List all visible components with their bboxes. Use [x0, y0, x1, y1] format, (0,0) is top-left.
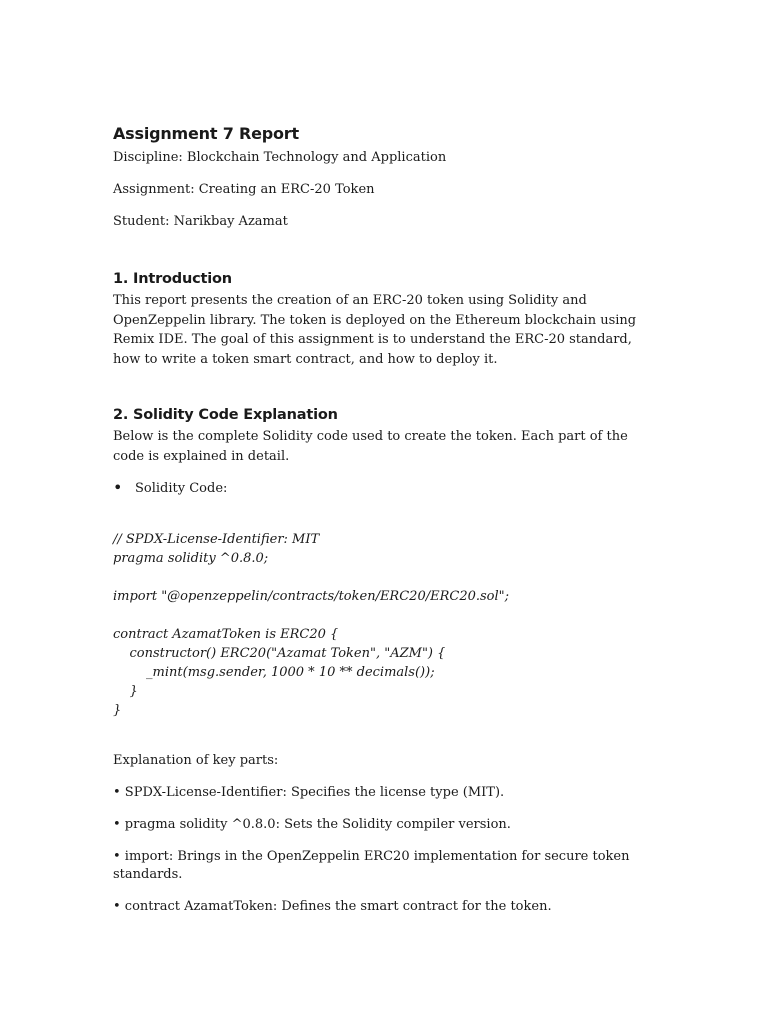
code-line: [113, 568, 653, 587]
explanation-title: Explanation of key parts:: [113, 753, 279, 768]
key-part-item: • import: Brings in the OpenZeppelin ERC20 implementation for secure token standards.: [113, 849, 630, 882]
code-line: }: [113, 684, 138, 699]
bullet-solidity-code: [113, 480, 653, 498]
code-line: _mint(msg.sender, 1000 * 10 ** decimals());: [113, 665, 435, 680]
code-line: constructor() ERC20("Azamat Token", "AZM") {: [113, 646, 446, 661]
section-heading-introduction: 1. Introduction: [113, 271, 232, 287]
key-part-item: • contract AzamatToken: Defines the smart contract for the token.: [113, 899, 552, 914]
code-line: // SPDX-License-Identifier: MIT: [113, 532, 320, 547]
code-line: }: [113, 703, 122, 718]
code-line: pragma solidity ^0.8.0;: [113, 551, 269, 566]
code-explanation-paragraph: Below is the complete Solidity code used to create the token. Each part of the code is explained in detail.: [113, 429, 628, 464]
code-line: contract AzamatToken is ERC20 {: [113, 627, 339, 642]
meta-assignment: Assignment: Creating an ERC-20 Token: [113, 182, 375, 197]
key-part-item: • SPDX-License-Identifier: Specifies the license type (MIT).: [113, 785, 505, 800]
bullet-label: Solidity Code:: [135, 481, 228, 496]
code-line: import "@openzeppelin/contracts/token/ERC20/ERC20.sol";: [113, 589, 510, 604]
section-heading-code-explanation: 2. Solidity Code Explanation: [113, 407, 338, 423]
meta-discipline: Discipline: Blockchain Technology and Application: [113, 150, 447, 165]
document-page: [113, 124, 653, 930]
key-part-item: • pragma solidity ^0.8.0: Sets the Solidity compiler version.: [113, 817, 511, 832]
bullet-icon: •: [113, 478, 123, 497]
code-block: [113, 530, 653, 720]
introduction-paragraph: This report presents the creation of an ERC-20 token using Solidity and OpenZeppelin library. The token is deployed on the Ethereum blockchain using Remix IDE. The goal of this assignment is to understand the ERC-20 standard, how to write a token smart contract, and how to deploy it.: [113, 293, 637, 367]
document-title: Assignment 7 Report: [113, 124, 299, 143]
meta-student: Student: Narikbay Azamat: [113, 214, 288, 229]
code-line: [113, 606, 653, 625]
